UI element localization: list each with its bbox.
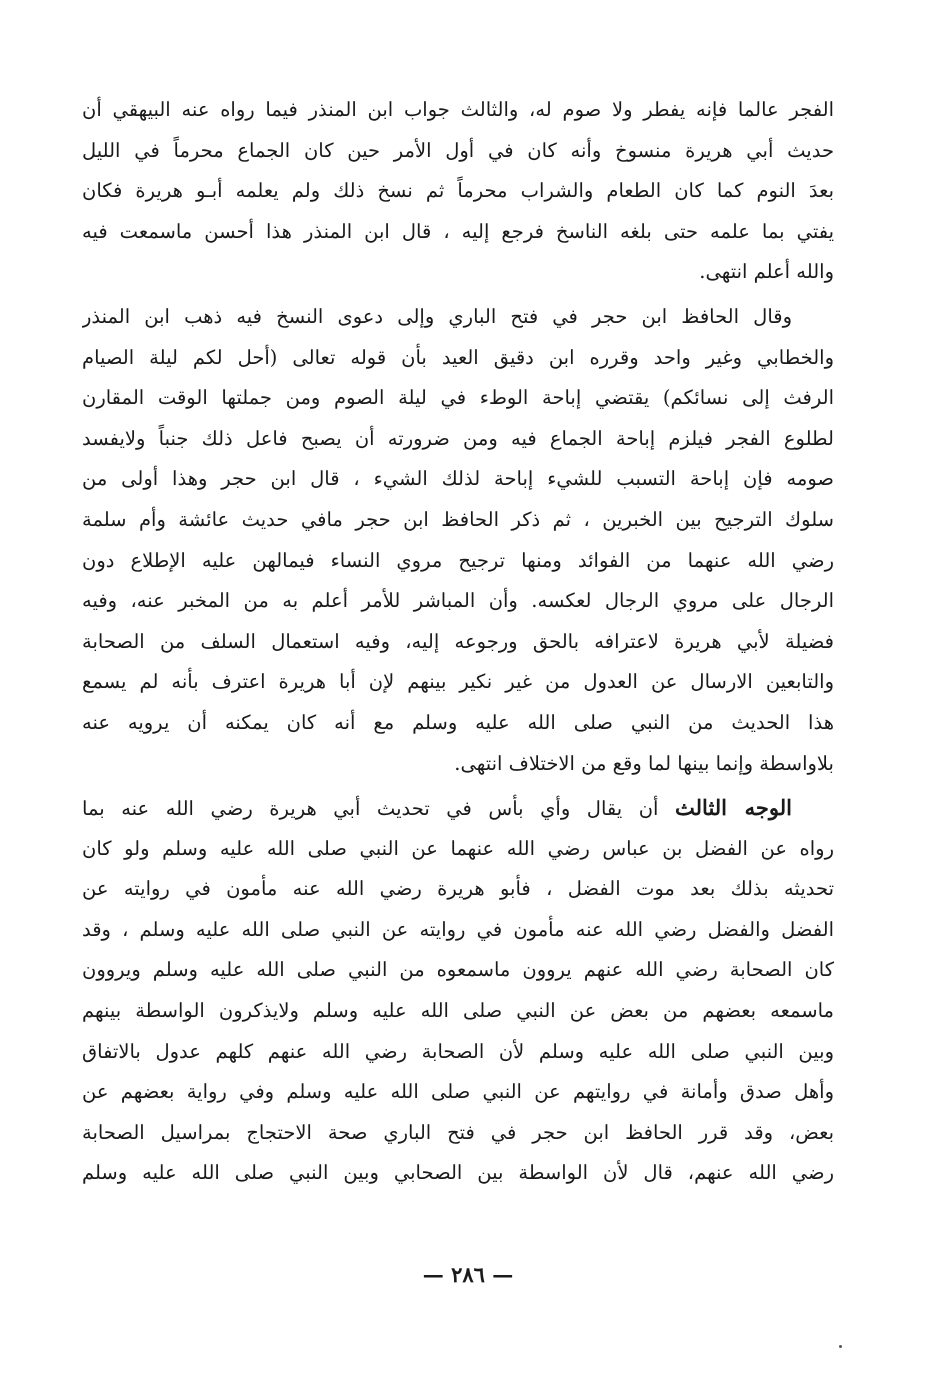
heading-line-text: أن يقال وأي بأس في تحديث أبي هريرة رضي الله عنه بما	[82, 797, 659, 821]
text-line: رضي الله عنهم، قال لأن الواسطة بين الصحابي وبين النبي صلى الله عليه وسلم	[82, 1161, 834, 1185]
text-line: الفجر عالما فإنه يفطر ولا صوم له، والثالث جواب ابن المنذر فيما رواه عنه البيهقي أن	[82, 98, 834, 121]
section-heading: الوجه الثالث	[675, 795, 792, 821]
text-line: ماسمعه بعضهم من بعض عن النبي صلى الله عليه وسلم ولايذكرون الواسطة بينهم	[82, 999, 834, 1023]
text-line: وقال الحافظ ابن حجر في فتح الباري وإلى دعوى النسخ فيه ذهب ابن المنذر	[82, 304, 792, 328]
text-line: حديث أبي هريرة منسوخ وأنه كان في أول الأمر حين كان الجماع محرماً في الليل	[82, 138, 834, 162]
text-line: هذا الحديث من النبي صلى الله عليه وسلم مع أنه كان يمكنه أن يرويه عنه	[82, 710, 834, 734]
paragraph-3	[82, 788, 834, 1194]
text-line	[82, 788, 834, 829]
text-line: والتابعين الارسال عن العدول من غير نكير بينهم لإن أبا هريرة اعترف بأنه لم يسمع	[82, 670, 834, 694]
text-line: وأهل صدق وأمانة في روايتهم عن النبي صلى الله عليه وسلم وفي رواية بعضهم عن	[82, 1080, 834, 1104]
text-line: والخطابي وغير واحد وقرره ابن دقيق العيد بأن قوله تعالى (أحل لكم ليلة الصيام	[82, 345, 834, 369]
text-line: وبين النبي صلى الله عليه وسلم لأن الصحابة رضي الله عنهم كلهم عدول بالاتفاق	[82, 1039, 834, 1063]
text-line: الفضل والفضل رضي الله عنه مأمون في روايته عن النبي صلى الله عليه وسلم ، وقد	[82, 917, 834, 941]
text-line: يفتي بما علمه حتى بلغه الناسخ فرجع إليه ، قال ابن المنذر هذا أحسن ماسمعت فيه	[82, 219, 834, 243]
text-line: تحديثه بذلك بعد موت الفضل ، فأبو هريرة رضي الله عنه مأمون في روايته عن	[82, 877, 834, 901]
text-line: بعدَ النوم كما كان الطعام والشراب محرماً ثم نسخ ذلك ولم يعلمه أبـو هريرة فكان	[82, 179, 834, 203]
paragraph-1	[82, 90, 834, 293]
text-line: سلوك الترجيح بين الخبرين ، ثم ذكر الحافظ ابن حجر مافي حديث عائشة وأم سلمة	[82, 507, 834, 531]
text-line: والله أعلم انتهى.	[699, 260, 834, 284]
text-line: كان الصحابة رضي الله عنهم يروون ماسمعوه من النبي صلى الله عليه وسلم ويروون	[82, 958, 834, 982]
page-number: — ٢٨٦ —	[422, 1262, 514, 1287]
page-body	[82, 90, 834, 1194]
text-line: بلاواسطة وإنما بينها لما وقع من الاختلاف انتهى.	[454, 751, 834, 775]
text-line: بعض، وقد قرر الحافظ ابن حجر في فتح الباري صحة الاحتجاج بمراسيل الصحابة	[82, 1120, 834, 1144]
text-line: رضي الله عنهما من الفوائد ومنها ترجيح مروي النساء فيمالهن عليه الإطلاع دون	[82, 548, 834, 572]
text-line: صومه فإن إباحة التسبب للشيء إباحة لذلك الشيء ، قال ابن حجر وهذا أولى من	[82, 467, 834, 491]
scan-speck	[839, 1345, 842, 1348]
paragraph-2	[82, 297, 834, 784]
text-line: الرفث إلى نسائكم) يقتضي إباحة الوطء في ليلة الصوم ومن جملتها الوقت المقارن	[82, 386, 834, 410]
text-line: رواه عن الفضل بن عباس رضي الله عنهما عن النبي صلى الله عليه وسلم ولو كان	[82, 836, 834, 860]
text-line: الرجال على مروي الرجال لعكسه. وأن المباشر للأمر أعلم به من المخبر عنه، وفيه	[82, 589, 834, 613]
text-line: لطلوع الفجر فيلزم إباحة الجماع فيه ومن ضرورته أن يصبح فاعل ذلك جنباً ولايفسد	[82, 426, 834, 450]
text-line: فضيلة لأبي هريرة لاعترافه بالحق ورجوعه إليه، وفيه استعمال السلف من الصحابة	[82, 629, 834, 653]
